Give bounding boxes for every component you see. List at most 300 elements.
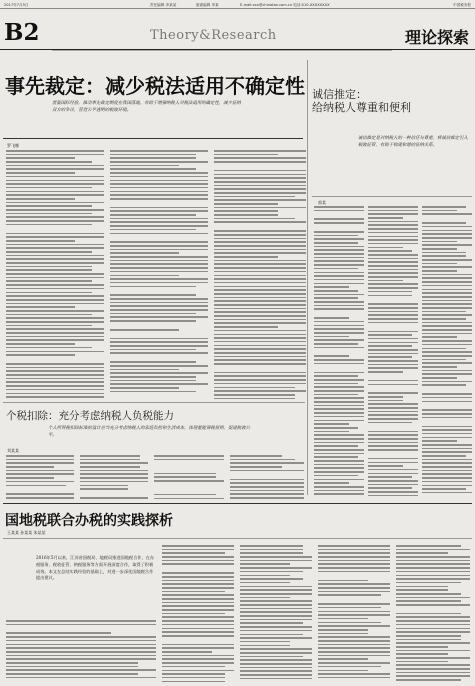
text-line [162,549,234,551]
text-line [368,356,412,358]
text-line [368,272,418,274]
text-line [240,619,312,621]
text-line [396,668,470,670]
text-line [422,459,472,461]
text-line [162,666,225,668]
text-line [368,295,412,297]
text-line [110,202,208,205]
text-line [6,299,104,301]
text-line [314,301,364,303]
text-line [314,317,349,319]
text-line [80,455,140,457]
text-line [314,442,364,444]
text-line [318,580,368,582]
text-line [314,246,364,248]
text-line [162,639,234,642]
article3-body-col1 [6,455,74,500]
text-line [240,674,312,676]
text-line [368,476,412,478]
text-line [422,241,457,243]
text-line [368,276,418,278]
text-line [396,650,470,652]
text-line [214,185,306,187]
text-line [318,640,390,642]
text-line [6,306,75,308]
article1-body-col2 [110,150,208,400]
text-line [396,664,470,666]
text-line [368,232,418,234]
text-line [6,470,74,472]
article4-divider [3,538,472,539]
text-line [318,603,390,605]
text-line [422,296,472,298]
text-line [6,673,138,675]
text-line [230,486,304,488]
text-line [162,583,234,585]
text-line [110,294,196,296]
text-line [240,634,303,636]
text-line [314,386,364,388]
text-line [368,418,418,420]
text-line [422,377,457,379]
text-line [110,387,179,389]
text-line [6,165,104,167]
text-line [6,632,111,634]
text-line [368,453,418,456]
text-line [6,332,104,334]
text-line [6,321,104,323]
text-line [396,628,470,630]
text-line [240,615,312,617]
text-line [368,269,418,271]
text-line [214,234,306,236]
text-line [314,275,364,277]
text-line [214,319,306,321]
text-line [422,373,472,375]
layout-editor: 版面编辑 李某 [196,3,219,7]
text-line [422,329,472,331]
text-line [422,252,466,254]
contact-info: E-mail:xxx@chinatax.com.cn 电话:010-XXXXXXXX [240,3,330,7]
text-line [6,255,104,257]
text-line [6,336,104,338]
text-line [110,157,196,159]
text-line [154,467,224,470]
text-line [110,361,196,363]
text-line [162,655,234,657]
text-line [110,150,208,152]
text-line [368,334,412,336]
text-line [110,369,179,371]
text-line [318,636,390,638]
text-line [422,277,472,279]
text-line [368,307,418,309]
text-line [314,308,364,310]
text-line [422,263,457,265]
text-line [6,303,104,305]
text-line [422,473,472,475]
text-line [240,626,312,628]
text-line [422,213,472,215]
text-line [318,552,390,554]
text-line [6,251,92,253]
text-line [214,293,306,295]
text-line [162,594,234,596]
text-line [318,583,390,585]
text-line [6,258,104,260]
text-line [368,217,403,219]
text-line [368,462,418,464]
text-line [162,662,234,664]
text-line [214,278,306,280]
paper-name: 中国税务报 [453,3,471,7]
text-line [314,490,364,492]
text-line [396,631,470,633]
text-line [318,575,390,578]
text-line [110,329,179,331]
text-line [154,494,216,496]
text-line [214,300,306,302]
text-line [368,221,418,223]
text-line [110,191,208,193]
text-line [6,191,104,193]
text-line [110,320,196,322]
text-line [396,642,470,644]
text-line [422,381,472,383]
masthead-rule [52,50,392,51]
text-line [214,390,306,392]
text-line [318,647,390,649]
text-line [80,477,148,479]
article2-body-col3 [422,206,472,496]
text-line [214,174,306,176]
text-line [214,359,306,361]
text-line [6,358,104,361]
text-line [214,177,306,179]
text-line [214,218,295,220]
text-line [422,370,472,372]
text-line [314,272,364,274]
text-line [6,378,104,380]
text-line [110,338,208,340]
text-line [110,183,208,185]
top-info-strip [0,0,475,9]
text-line [422,384,466,386]
text-line [422,348,466,350]
text-line [318,556,390,558]
text-line [422,325,472,327]
text-line [368,206,418,208]
text-line [6,292,92,294]
text-line [6,172,75,174]
text-line [396,608,470,611]
section-masthead [0,10,475,50]
text-line [368,392,418,394]
text-line [422,206,466,208]
text-line [110,324,208,327]
text-line [162,651,212,653]
text-line [314,464,364,466]
text-line [368,426,418,429]
text-line [110,252,179,254]
text-line [154,459,224,461]
text-line [240,600,312,602]
text-line [396,635,461,637]
text-line [110,275,179,277]
text-line [110,391,196,393]
text-line [230,473,304,476]
text-line [368,487,412,489]
text-line [422,303,472,305]
text-line [422,492,472,494]
text-line [110,256,208,258]
text-line [422,426,472,428]
text-line [368,280,403,282]
text-line [368,342,418,344]
text-line [422,409,472,411]
text-line [368,318,418,320]
text-line [214,322,306,324]
text-line [240,597,290,599]
text-line [422,477,472,479]
text-line [6,677,156,679]
article3-body-col3 [154,455,224,500]
text-line [368,438,418,440]
text-line [162,670,234,672]
text-line [6,493,74,495]
text-line [154,476,216,478]
text-line [230,459,295,461]
text-line [214,203,278,205]
text-line [6,636,156,638]
text-line [6,240,75,242]
text-line [80,473,148,475]
text-line [80,481,148,483]
article3-byline: 刘某某 [7,448,19,453]
text-line [214,192,306,194]
text-line [154,498,224,500]
text-line [110,298,208,300]
article1-divider [3,138,303,139]
text-line [396,556,470,558]
text-line [368,411,418,413]
text-line [240,589,312,591]
text-line [396,624,470,626]
text-line [422,307,472,309]
text-line [80,488,128,490]
text-line [368,210,418,212]
text-line [240,604,312,606]
text-line [214,282,306,284]
text-line [240,641,290,643]
text-line [214,214,278,216]
text-line [396,571,470,573]
text-line [110,180,208,182]
text-line [80,485,128,487]
text-line [110,302,208,304]
text-line [154,480,224,482]
text-line [368,442,418,444]
article4-body-col4 [318,545,390,682]
text-line [422,355,472,357]
text-line [368,331,418,333]
text-line [6,161,92,163]
text-line [214,363,306,365]
text-line [162,598,234,600]
text-line [6,367,104,369]
text-line [314,290,358,292]
text-line [422,237,472,239]
text-line [422,429,472,431]
text-line [422,322,472,324]
section-title-english: Theory&Research [150,28,277,43]
text-line [6,247,104,249]
text-line [110,154,196,156]
text-line [368,236,418,238]
text-line [396,586,448,588]
text-line [314,434,364,436]
text-line [214,289,306,291]
text-line [368,375,418,378]
text-line [368,345,412,347]
text-line [110,376,196,378]
text-line [396,600,461,602]
text-line [230,470,304,472]
text-line [422,340,472,342]
text-line [240,560,312,562]
text-line [214,256,278,258]
text-line [214,275,306,277]
text-line [110,341,208,343]
text-line [318,670,368,672]
text-line [422,233,472,235]
text-line [422,417,472,419]
article2-lead: 诚信推定是对纳税人的一种信任与尊重，将诚信推定引入税收征管，有助于构建和谐的征纳关系。 [358,136,468,148]
text-line [422,289,472,291]
text-line [422,455,466,457]
text-line [396,620,470,622]
text-line [422,248,457,250]
text-line [368,325,418,328]
text-line [368,458,418,460]
text-line [396,593,461,595]
text-line [422,333,472,335]
text-line [314,264,364,266]
text-line [318,622,381,624]
article3-headline: 个税扣除：充分考虑纳税人负税能力 [6,410,174,422]
text-line [368,400,403,402]
text-line [110,365,208,367]
text-line [314,367,364,370]
text-line [110,241,208,243]
article4-byline: 王某某 孙某某 朱某某 [7,530,46,535]
text-line [314,238,364,240]
text-line [422,485,472,487]
article2-divider [312,196,472,197]
text-line [368,338,418,340]
text-line [230,466,282,468]
issue-date: 2017年7月5日 [4,3,29,7]
text-line [214,165,306,168]
text-line [214,150,306,152]
text-line [214,161,306,163]
text-line [110,176,208,178]
text-line [214,379,306,381]
text-line [6,183,104,185]
text-line [6,651,156,653]
text-line [214,367,306,370]
text-line [230,490,304,492]
text-line [314,328,364,330]
text-line [162,616,234,618]
text-line [162,631,234,633]
text-line [80,497,148,499]
text-line [214,315,306,317]
text-line [368,491,418,493]
text-line [80,462,148,464]
text-line [368,495,418,496]
text-line [396,545,461,547]
text-line [368,449,418,451]
text-line [396,661,448,663]
text-line [314,347,364,349]
text-line [368,254,418,256]
text-line [6,205,92,207]
text-line [80,492,148,495]
text-line [240,637,312,639]
text-line [110,249,208,251]
text-line [6,339,104,341]
text-line [422,397,472,399]
text-line [314,218,364,220]
text-line [314,210,364,212]
text-line [110,286,196,288]
text-line [240,552,303,554]
text-line [422,226,472,228]
text-line [314,249,364,251]
text-line [318,567,390,569]
text-line [110,372,208,374]
text-line [6,658,156,660]
section-title-chinese: 理论探索 [404,28,469,47]
text-line [422,311,466,313]
text-line [422,401,472,403]
text-line [214,245,306,247]
text-line [6,640,156,642]
text-line [162,644,234,646]
text-line [318,598,390,601]
text-line [314,379,364,381]
text-line [6,477,54,479]
text-line [110,356,208,359]
text-line [396,575,470,577]
text-line [314,416,364,418]
text-line [368,243,418,245]
text-line [162,552,225,554]
text-line [314,268,358,270]
text-line [6,374,104,376]
text-line [6,488,74,491]
text-line [6,466,54,468]
text-line [422,359,466,361]
text-line [6,370,104,372]
text-line [396,646,448,648]
text-line [422,336,457,338]
text-line [110,267,208,269]
text-line [110,221,208,223]
article3-body-col2 [80,455,148,500]
text-line [318,607,381,609]
